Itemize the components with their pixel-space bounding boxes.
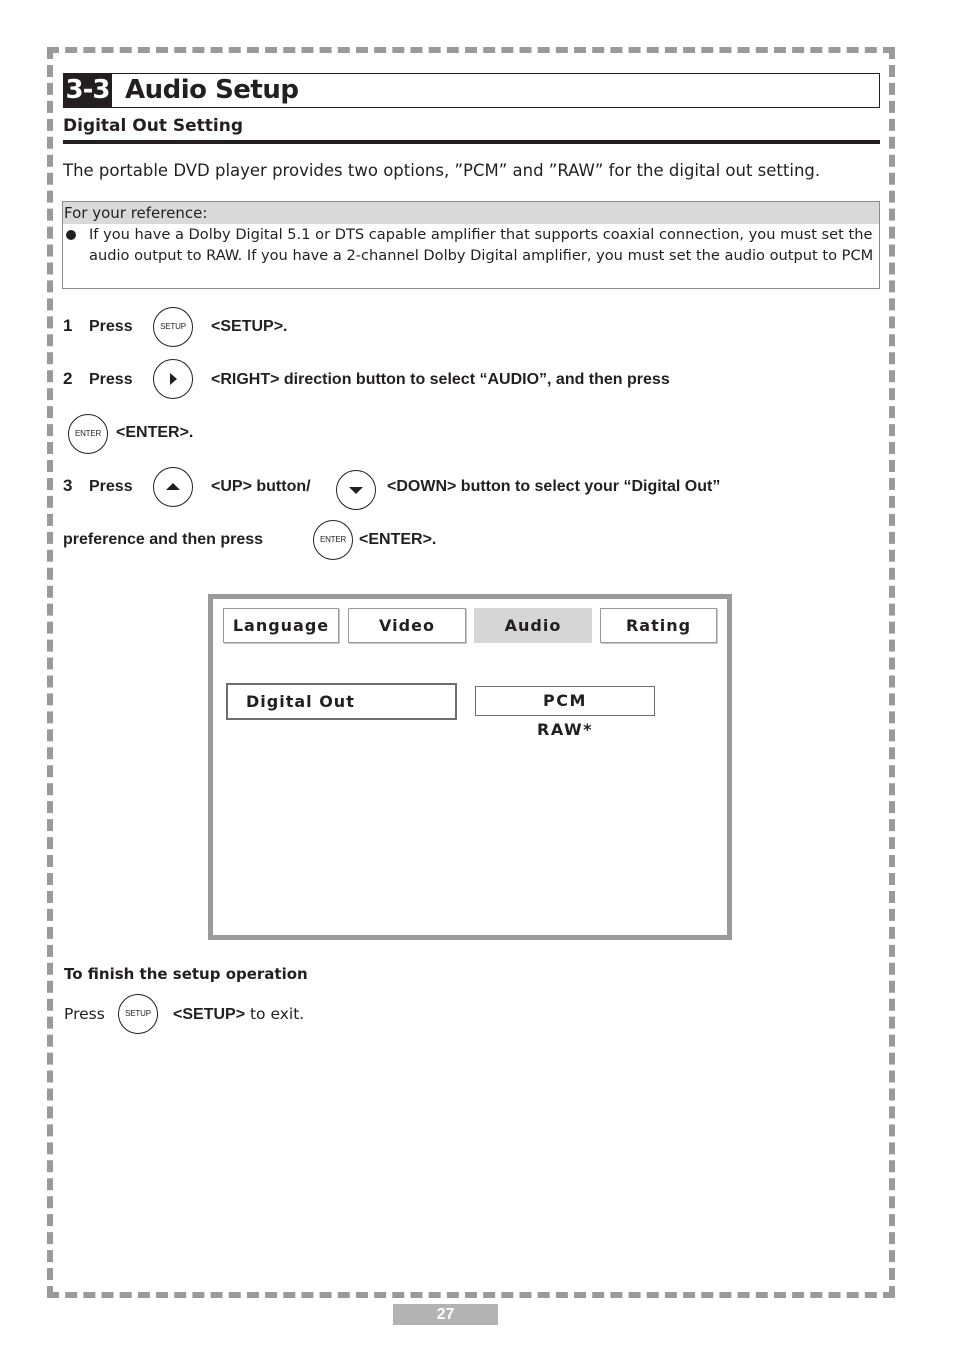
subsection-rule [63, 140, 880, 144]
setup-button-icon [153, 307, 193, 347]
bullet-icon [66, 230, 76, 240]
step-1-number: 1 [63, 316, 73, 335]
step-2-text: <RIGHT> direction button to select “AUDIO”, and then press [211, 371, 670, 388]
enter-button-icon [313, 520, 353, 560]
down-triangle-icon [348, 484, 364, 496]
finish-heading: To finish the setup operation [64, 965, 308, 983]
setup-button-icon [118, 994, 158, 1034]
page-number: 27 [393, 1304, 498, 1325]
step-3-up-text: <UP> button/ [211, 478, 311, 495]
subsection-title: Digital Out Setting [63, 116, 244, 136]
tab-audio[interactable]: Audio [474, 608, 592, 643]
section-title: Audio Setup [125, 75, 299, 105]
enter-button-icon [68, 414, 108, 454]
step-1-press: Press [89, 318, 133, 335]
step-3-line2: preference and then press [63, 531, 264, 548]
reference-header: For your reference: [63, 202, 879, 224]
digital-out-field[interactable]: Digital Out [226, 683, 457, 720]
step-1-text: <SETUP>. [211, 318, 288, 335]
setup-screen [208, 594, 732, 940]
setup-button-label: SETUP [160, 322, 186, 331]
step-3-press: Press [89, 478, 133, 495]
tab-video[interactable]: Video [348, 608, 466, 643]
reference-box [62, 201, 880, 289]
tab-rating[interactable]: Rating [600, 608, 717, 643]
setup-button-label: SETUP [125, 1009, 151, 1018]
step-3-enter-text: <ENTER>. [359, 531, 437, 548]
right-triangle-icon [167, 372, 179, 386]
up-triangle-icon [165, 481, 181, 493]
reference-text: If you have a Dolby Digital 5.1 or DTS capable amplifier that supports coaxial connection, you must set the audio output to RAW. If you have a 2-channel Dolby Digital amplifier, you must set the audio output to PCM [89, 226, 874, 264]
finish-instruction [173, 1004, 304, 1025]
down-arrow-icon [336, 470, 376, 510]
tab-language[interactable]: Language [223, 608, 339, 643]
finish-setup-label: <SETUP> [173, 1006, 246, 1023]
up-arrow-icon [153, 467, 193, 507]
enter-button-label: ENTER [74, 429, 102, 438]
option-raw[interactable]: RAW* [537, 720, 593, 739]
enter-button-label: ENTER [319, 535, 347, 544]
step-2-number: 2 [63, 369, 73, 388]
intro-paragraph: The portable DVD player provides two options, ”PCM” and ”RAW” for the digital out setting. [63, 161, 821, 180]
step-2-enter-text: <ENTER>. [116, 424, 194, 441]
step-3-number: 3 [63, 476, 73, 495]
section-number: 3-3 [63, 73, 112, 108]
option-pcm[interactable]: PCM [475, 686, 655, 716]
finish-exit-text: to exit. [245, 1005, 305, 1023]
right-arrow-icon [153, 359, 193, 399]
step-3-down-text: <DOWN> button to select your “Digital Out” [387, 478, 721, 495]
step-2-press: Press [89, 371, 133, 388]
finish-press: Press [64, 1005, 105, 1023]
